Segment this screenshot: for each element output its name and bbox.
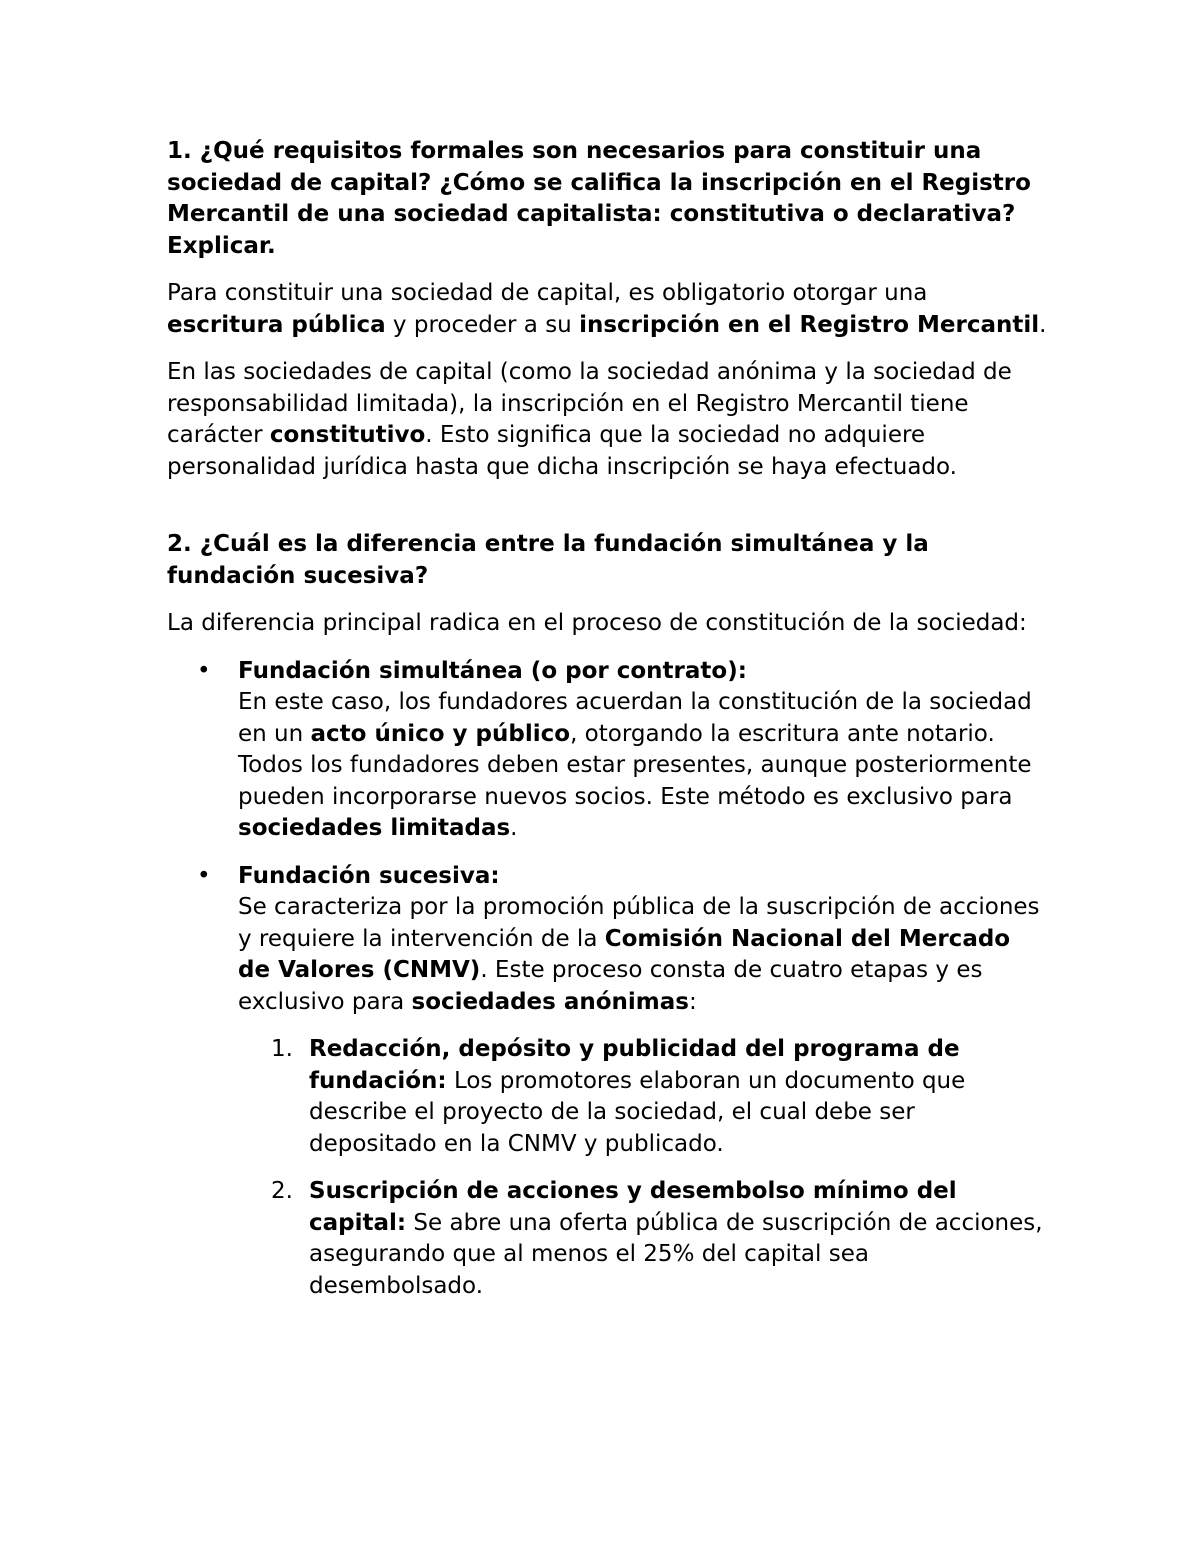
answer-1-p1-bold-2: inscripción en el Registro Mercantil [579, 311, 1040, 338]
list-item-fundacion-sucesiva [167, 861, 1047, 1303]
fundacion-sucesiva-bold-1: Comisión Nacional del Mercado de Valores (CNMV) [238, 925, 1011, 983]
fundacion-sucesiva-text-2: . Este proceso consta de cuatro etapas y es exclusivo para [238, 957, 983, 1015]
fundacion-simultanea-text-2: , otorgando la escritura ante notario. Todos los fundadores deben estar presentes, aunque posteriormente pueden incorporarse nuevos socios. Este método es exclusivo para [238, 720, 1032, 810]
answer-1-p1-text-3: . [1039, 311, 1047, 338]
answer-1-p1-bold-1: escritura pública [167, 311, 386, 338]
answer-1-p2-text-1: En las sociedades de capital (como la sociedad anónima y la sociedad de responsabilidad limitada), la inscripción en el Registro Mercantil tiene carácter [167, 359, 1012, 448]
step-number: 1. [271, 1036, 293, 1062]
fundacion-simultanea-bold-2: sociedades limitadas [238, 815, 511, 841]
answer-1-p2-bold-1: constitutivo [269, 422, 426, 448]
step-title: Suscripción de acciones y desembolso mínimo del capital: [309, 1178, 957, 1236]
fundacion-sucesiva-title: • Fundación sucesiva: [238, 862, 500, 889]
fundacion-sucesiva-text-3: : [688, 988, 697, 1015]
step-title: Redacción, depósito y publicidad del programa de fundación: [309, 1036, 960, 1094]
fundacion-simultanea-title: • Fundación simultánea (o por contrato): [238, 657, 747, 684]
document-page [167, 136, 1047, 1318]
question-1-heading: 1. ¿Qué requisitos formales son necesarios para constituir una sociedad de capital? ¿Cómo se califica la inscripción en el Registro Mercantil de una sociedad capitalista: constitutiva o declarativa? Explicar. [167, 138, 1031, 259]
fundacion-sucesiva-bold-2: sociedades anónimas [411, 988, 689, 1015]
step-text: Los promotores elaboran un documento que describe el proyecto de la sociedad, el cual debe ser depositado en la CNMV y publicado. [309, 1067, 966, 1157]
step-number: 2. [271, 1178, 293, 1204]
fundacion-sucesiva-text-1: Se caracteriza por la promoción pública de la suscripción de acciones y requiere la intervención de la [238, 894, 1040, 952]
fundacion-simultanea-text-3: . [510, 815, 518, 841]
foundation-types-list [167, 656, 1047, 1303]
step-item [238, 1034, 1047, 1160]
answer-1-p1-text-1: Para constituir una sociedad de capital, es obligatorio otorgar una [167, 280, 928, 306]
answer-1-paragraph-2 [167, 357, 1047, 483]
answer-1-p2-text-2: . Esto significa que la sociedad no adquiere personalidad jurídica hasta que dicha inscripción se haya efectuado. [167, 422, 957, 480]
step-item [238, 1176, 1047, 1302]
answer-1-p1-text-2: y proceder a su [385, 311, 580, 338]
question-2-heading: 2. ¿Cuál es la diferencia entre la fundación simultánea y la fundación sucesiva? [167, 531, 929, 589]
fundacion-simultanea-bold-1: acto único y público [310, 720, 571, 747]
answer-2-intro: La diferencia principal radica en el proceso de constitución de la sociedad: [167, 610, 1027, 636]
fundacion-simultanea-text-1: En este caso, los fundadores acuerdan la constitución de la sociedad en un [238, 689, 1032, 747]
list-item-fundacion-simultanea [167, 656, 1047, 845]
fundacion-sucesiva-steps [238, 1034, 1047, 1302]
answer-1-paragraph-1 [167, 278, 1047, 341]
step-text: Se abre una oferta pública de suscripción de acciones, asegurando que al menos el 25% del capital sea desembolsado. [309, 1209, 1043, 1299]
